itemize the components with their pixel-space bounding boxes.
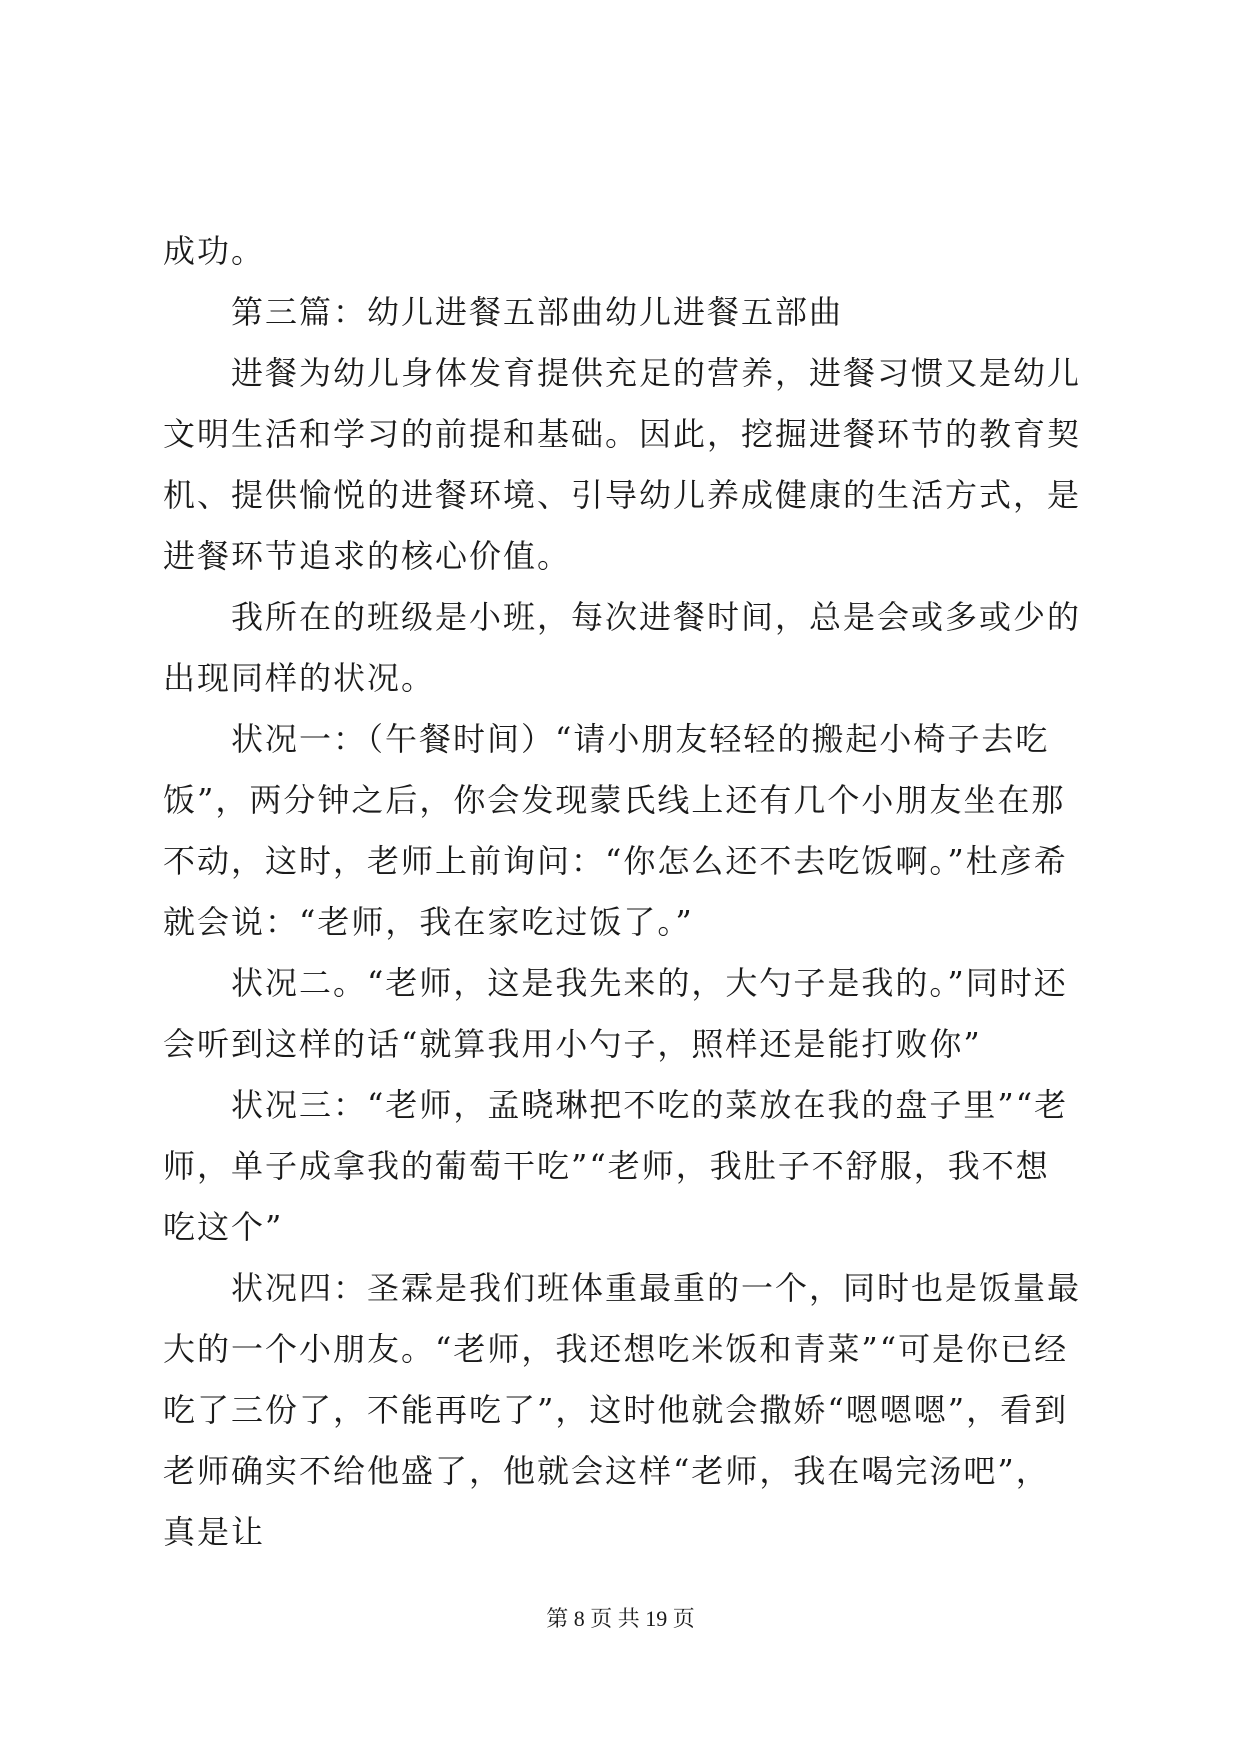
paragraph-4: 我所在的班级是小班，每次进餐时间，总是会或多或少的出现同样的状况。	[163, 598, 1082, 697]
paragraph-1: 成功。	[163, 232, 266, 270]
paragraph-6: 状况二。“老师，这是我先来的，大勺子是我的。”同时还会听到这样的话“就算我用小勺子，照样还是能打败你”	[163, 964, 1068, 1063]
document-body	[163, 233, 1083, 1563]
paragraph-8: 状况四：圣霖是我们班体重最重的一个，同时也是饭量最大的一个小朋友。“老师，我还想吃米饭和青菜”“可是你已经吃了三份了，不能再吃了”，这时他就会撒娇“嗯嗯嗯”，看到老师确实不给他盛了，他就会这样“老师，我在喝完汤吧”，真是让	[163, 1269, 1082, 1551]
paragraph-2-heading: 第三篇：幼儿进餐五部曲幼儿进餐五部曲	[231, 293, 844, 331]
paragraph-3: 进餐为幼儿身体发育提供充足的营养，进餐习惯又是幼儿文明生活和学习的前提和基础。因此，挖掘进餐环节的教育契机、提供愉悦的进餐环境、引导幼儿养成健康的生活方式，是进餐环节追求的核心价值。	[163, 354, 1082, 575]
paragraph-7: 状况三：“老师，孟晓琳把不吃的菜放在我的盘子里”“老师，单子成拿我的葡萄干吃”“老师，我肚子不舒服，我不想吃这个”	[163, 1086, 1069, 1246]
page-footer: 第 8 页 共 19 页	[546, 1606, 695, 1631]
paragraph-5: 状况一：（午餐时间）“请小朋友轻轻的搬起小椅子去吃饭”，两分钟之后，你会发现蒙氏线上还有几个小朋友坐在那不动，这时，老师上前询问：“你怎么还不去吃饭啊。”杜彦希就会说：“老师，我在家吃过饭了。”	[163, 720, 1068, 941]
